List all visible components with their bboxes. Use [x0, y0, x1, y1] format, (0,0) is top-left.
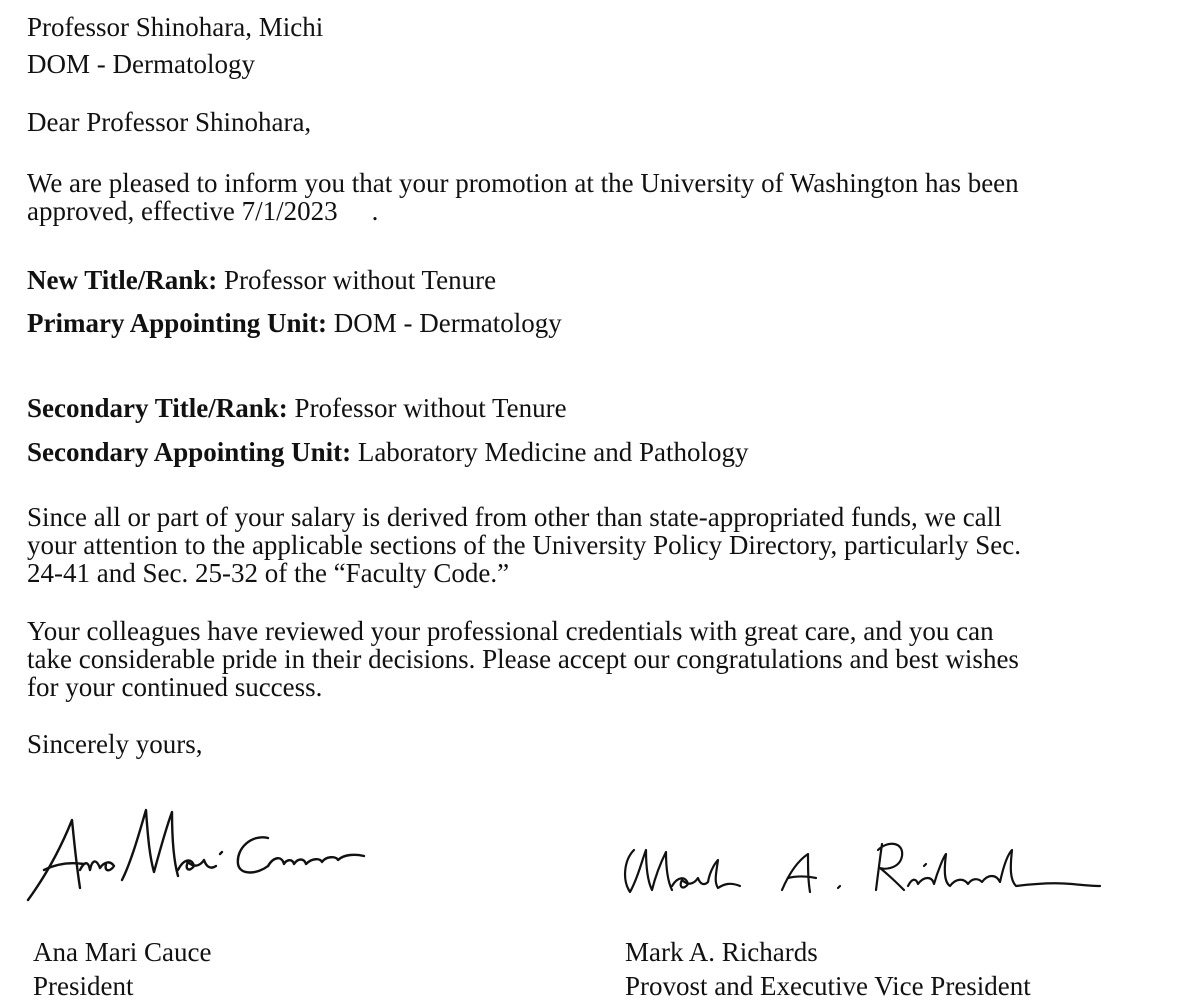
salutation: Dear Professor Shinohara,: [27, 107, 312, 137]
secondary-unit-row: [27, 438, 748, 466]
closing: Sincerely yours,: [27, 729, 203, 759]
recipient-name: Professor Shinohara, Michi: [27, 12, 324, 42]
secondary-title-value: Professor without Tenure: [294, 393, 567, 423]
primary-unit-row: [27, 309, 562, 337]
salary-line-3: 24-41 and Sec. 25-32 of the “Faculty Code.”: [27, 558, 510, 588]
salary-line-1: Since all or part of your salary is derived from other than state-appropriated funds, we call: [27, 502, 1002, 532]
intro-effective-date: approved, effective 7/1/2023: [27, 196, 338, 226]
primary-unit-value: DOM - Dermatology: [333, 308, 562, 338]
salary-line-2: your attention to the applicable sections of the University Policy Directory, particularly Sec.: [27, 530, 1021, 560]
signatory-president-name: Ana Mari Cauce: [33, 937, 212, 967]
congrats-line-2: take considerable pride in their decisions. Please accept our congratulations and best wishes: [27, 644, 1019, 674]
intro-period: .: [371, 196, 379, 226]
signatory-provost-name: Mark A. Richards: [625, 937, 818, 967]
new-title-label: New Title/Rank:: [27, 265, 218, 295]
intro-paragraph: [27, 169, 1167, 225]
congrats-line-1: Your colleagues have reviewed your professional credentials with great care, and you can: [27, 616, 994, 646]
signatory-provost-title: Provost and Executive Vice President: [625, 971, 1031, 1001]
congrats-line-3: for your continued success.: [27, 672, 323, 702]
secondary-title-label: Secondary Title/Rank:: [27, 393, 288, 423]
secondary-unit-value: Laboratory Medicine and Pathology: [357, 437, 749, 467]
new-title-value: Professor without Tenure: [224, 265, 497, 295]
primary-unit-label: Primary Appointing Unit:: [27, 308, 328, 338]
intro-line-1: We are pleased to inform you that your promotion at the University of Washington has been: [27, 168, 1019, 198]
intro-line-2: [27, 197, 1167, 225]
recipient-unit: DOM - Dermatology: [27, 49, 255, 79]
salary-paragraph: [27, 503, 1167, 587]
secondary-title-row: [27, 394, 567, 422]
signature-provost: [612, 820, 1112, 910]
secondary-unit-label: Secondary Appointing Unit:: [27, 437, 352, 467]
congrats-paragraph: [27, 617, 1167, 701]
new-title-row: [27, 266, 496, 294]
signature-president: [22, 800, 372, 910]
signatory-president-title: President: [33, 971, 134, 1001]
